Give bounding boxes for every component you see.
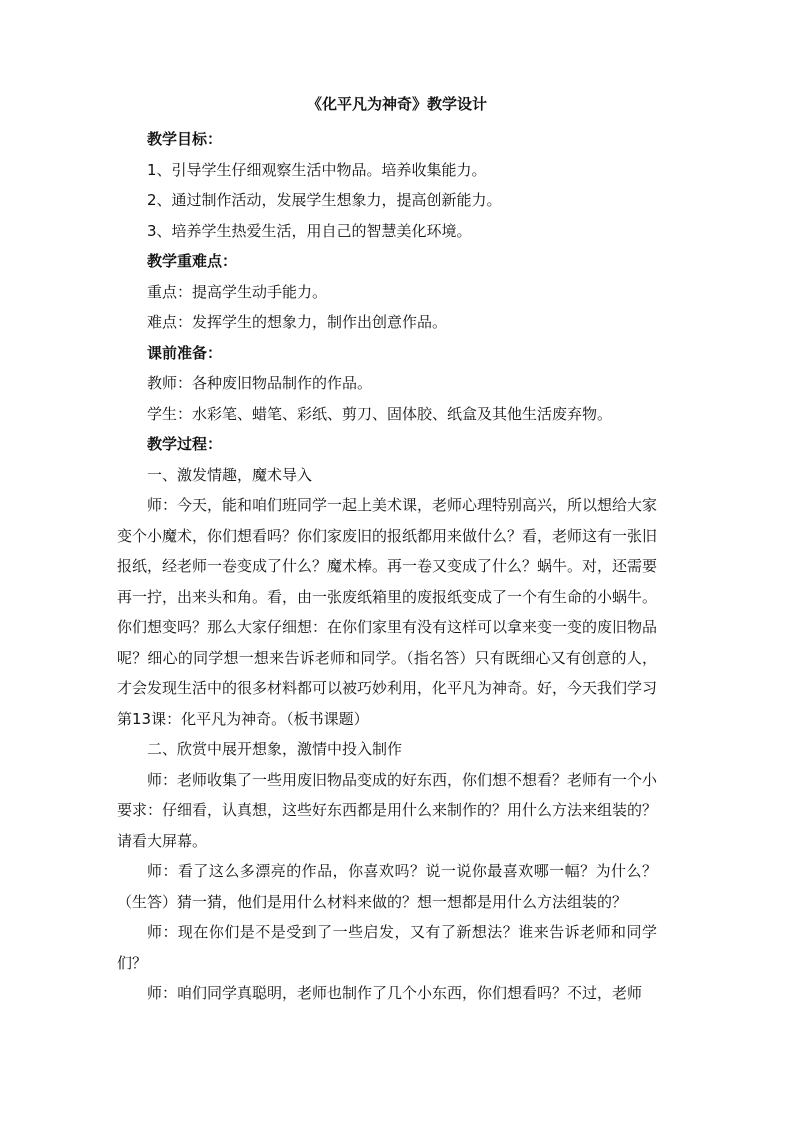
paragraph: 难点：发挥学生的想象力，制作出创意作品。 xyxy=(147,313,448,331)
paragraph: 教师：各种废旧物品制作的作品。 xyxy=(147,374,373,392)
section-heading-process: 教学过程： xyxy=(147,435,223,453)
section-heading-preparation: 课前准备： xyxy=(147,343,223,362)
paragraph: 2、通过制作活动，发展学生想象力，提高创新能力。 xyxy=(147,191,502,209)
paragraph: 师：咱们同学真聪明，老师也制作了几个小东西，你们想看吗？不过，老师 xyxy=(147,984,643,1002)
paragraph: 师：看了这么多漂亮的作品，你喜欢吗？说一说你最喜欢哪一幅？为什么？（生答）猜一猜，他们是用什么材料来做的？想一想都是用什么方法组装的？ xyxy=(117,862,657,911)
paragraph: 重点：提高学生动手能力。 xyxy=(147,282,328,301)
paragraph: 一、激发情趣，魔术导入 xyxy=(147,465,313,484)
section-heading-objectives: 教学目标： xyxy=(147,130,223,148)
paragraph: 1、引导学生仔细观察生活中物品。培养收集能力。 xyxy=(147,160,487,179)
paragraph: 师：今天，能和咱们班同学一起上美术课，老师心理特别高兴，所以想给大家变个小魔术，你们想看吗？你们家废旧的报纸都用来做什么？看，老师这有一张旧报纸，经老师一卷变成了什么？魔术棒。再一卷又变成了什么？蜗牛。对，还需要再一拧，出来头和角。看，由一张废纸箱里的废报纸变成了一个有生命的小蜗牛。你们想变吗？那么大家仔细想：在你们家里有没有这样可以拿来变一变的废旧物品呢？细心的同学想一想来告诉老师和同学。（指名答）只有既细心又有创意的人，才会发现生活中的很多材料都可以被巧妙利用，化平凡为神奇。好，今天我们学习第13课：化平凡为神奇。（板书课题） xyxy=(117,496,658,728)
document-title: 《化平凡为神奇》教学设计 xyxy=(306,95,487,113)
paragraph: 学生：水彩笔、蜡笔、彩纸、剪刀、固体胶、纸盒及其他生活废弃物。 xyxy=(147,404,613,423)
paragraph: 3、培养学生热爱生活，用自己的智慧美化环境。 xyxy=(147,221,472,240)
document-body xyxy=(117,124,657,1009)
paragraph: 师：老师收集了一些用废旧物品变成的好东西，你们想不想看？老师有一个小要求：仔细看，认真想，这些好东西都是用什么来制作的？用什么方法来组装的？请看大屏幕。 xyxy=(117,770,658,850)
paragraph: 师：现在你们是不是受到了一些启发，又有了新想法？谁来告诉老师和同学们？ xyxy=(117,923,657,972)
paragraph: 二、欣赏中展开想象，激情中投入制作 xyxy=(147,740,403,758)
section-heading-key-points: 教学重难点： xyxy=(147,252,238,270)
